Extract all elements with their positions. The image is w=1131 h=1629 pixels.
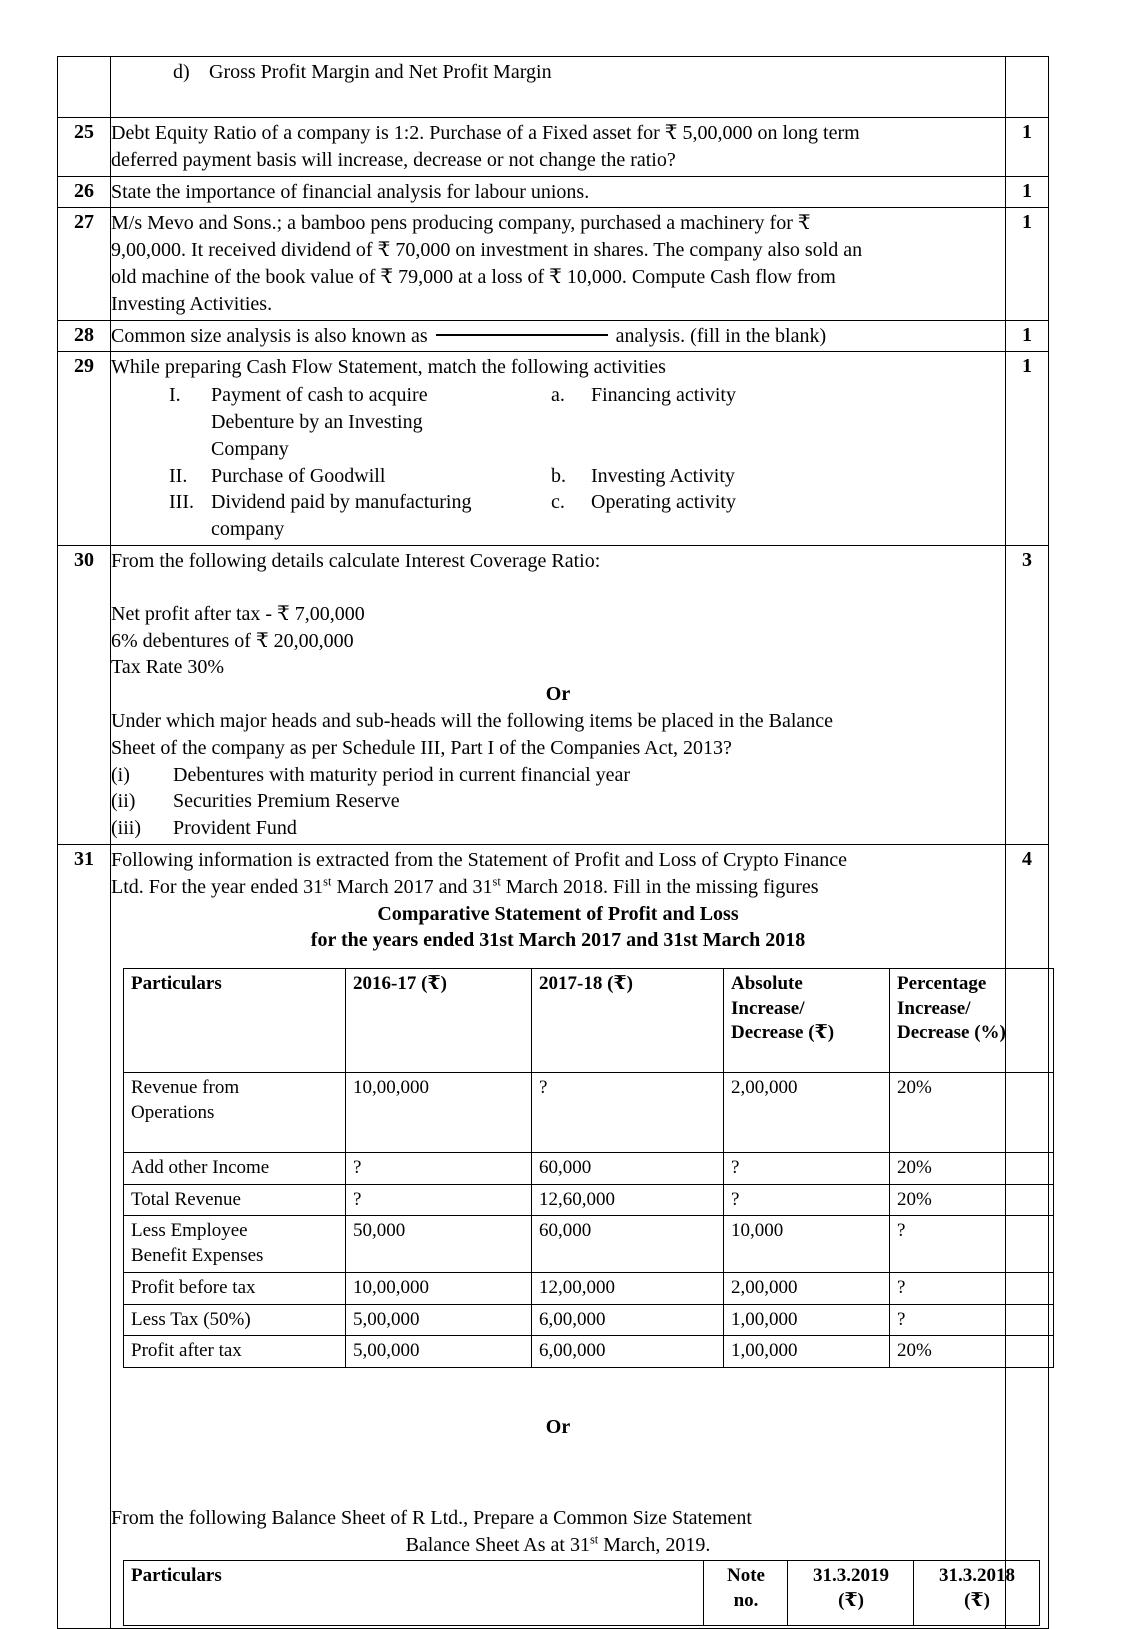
match-item-3 [111, 489, 1005, 543]
match-letter-b: b. [551, 464, 566, 487]
cell-particulars-line1: Revenue from [131, 1077, 240, 1099]
col-header-absolute [724, 969, 890, 1073]
cell-particulars [124, 1216, 346, 1272]
q30-alt-line-2: Sheet of the company as per Schedule III, Part I of the Companies Act, 2013? [111, 736, 732, 759]
table-header-row [124, 1561, 1040, 1626]
cell-percentage: 20% [890, 1153, 1054, 1185]
option-d-text: Gross Profit Margin and Net Profit Margin [209, 61, 552, 83]
question-body-26 [111, 176, 1006, 208]
bs-2018-line2: (₹) [964, 1590, 990, 1611]
q30-alt-marker-3: (iii) [111, 817, 141, 840]
q25-line-1: Debt Equity Ratio of a company is 1:2. Purchase of a Fixed asset for ₹ 5,00,000 on long term [111, 122, 860, 144]
cell-2017-18: 6,00,000 [532, 1304, 724, 1336]
q30-alt-line-1: Under which major heads and sub-heads will the following items be placed in the Balance [111, 709, 834, 732]
cell-2016-17: 10,00,000 [346, 1272, 532, 1304]
col-header-2017-18-line1: 2017-18 (₹) [539, 973, 633, 995]
col-header-2016-17-line1: 2016-17 (₹) [353, 973, 447, 995]
table-header-row [124, 969, 1054, 1073]
q30-intro: From the following details calculate Interest Coverage Ratio: [111, 549, 601, 572]
bs-note-line1: Note [727, 1565, 765, 1587]
q30-detail-2: 6% debentures of ₹ 20,00,000 [111, 629, 354, 652]
option-d-line [111, 59, 1005, 86]
cell-absolute: 10,000 [724, 1216, 890, 1272]
bs-col-header-particulars: Particulars [124, 1561, 704, 1626]
q29-intro: While preparing Cash Flow Statement, match the following activities [111, 356, 666, 379]
q31-sup-1: st [323, 874, 332, 889]
match-roman-1: I. [169, 384, 181, 407]
table-row-q28 [58, 320, 1049, 352]
option-d-marker: d) [173, 61, 190, 83]
cell-2017-18: 12,60,000 [532, 1184, 724, 1216]
match-left-1-line-3: Company [211, 437, 289, 460]
bs-col-header-2019 [788, 1561, 914, 1626]
cell-particulars-line1: Less Employee [131, 1220, 248, 1242]
table-row [124, 1153, 1054, 1185]
col-header-percentage-line2: Increase/ [897, 997, 971, 1019]
match-right-c: Operating activity [591, 491, 736, 514]
cell-particulars [124, 1073, 346, 1153]
match-left-1-line-2: Debenture by an Investing [211, 410, 423, 433]
question-number-26: 26 [58, 176, 111, 208]
marks-cell-27: 1 [1006, 208, 1049, 320]
cell-2016-17: 50,000 [346, 1216, 532, 1272]
cell-2016-17: 5,00,000 [346, 1336, 532, 1368]
comparative-statement-table [123, 968, 1054, 1368]
question-number-27: 27 [58, 208, 111, 320]
q27-line-3: old machine of the book value of ₹ 79,000 at a loss of ₹ 10,000. Compute Cash flow from [111, 265, 836, 288]
balance-sheet-title-b: March, 2019. [598, 1533, 711, 1556]
cell-absolute: ? [724, 1153, 890, 1185]
match-left-2-line-1: Purchase of Goodwill [211, 464, 386, 487]
q30-detail-1: Net profit after tax - ₹ 7,00,000 [111, 602, 365, 625]
col-header-absolute-line1: Absolute [731, 973, 803, 995]
spacer [111, 575, 1005, 601]
table-row [124, 1336, 1054, 1368]
cell-2016-17: 5,00,000 [346, 1304, 532, 1336]
cell-absolute: 1,00,000 [724, 1336, 890, 1368]
bs-note-line2: no. [733, 1590, 759, 1611]
q30-alt-item-1 [111, 762, 1005, 789]
matching-list [111, 382, 1005, 543]
question-body-27 [111, 208, 1006, 320]
spacer [111, 1441, 1005, 1505]
col-header-percentage-line1: Percentage [897, 973, 987, 995]
balance-sheet-title [111, 1532, 1005, 1559]
blank-answer-line[interactable] [436, 334, 608, 336]
q27-line-1: M/s Mevo and Sons.; a bamboo pens producing company, purchased a machinery for ₹ [111, 212, 811, 235]
table-row [124, 1216, 1054, 1272]
cell-2017-18: 60,000 [532, 1153, 724, 1185]
cell-2017-18: 60,000 [532, 1216, 724, 1272]
marks-cell-29: 1 [1006, 352, 1049, 546]
match-item-2 [111, 463, 1005, 490]
cell-2016-17: ? [346, 1184, 532, 1216]
q28-fill-blank-line [111, 323, 1005, 350]
col-header-absolute-line3: Decrease (₹) [731, 1022, 835, 1044]
q30-alt-text-2: Securities Premium Reserve [173, 790, 400, 813]
questions-table [57, 56, 1049, 1629]
cell-particulars-line2: Benefit Expenses [131, 1245, 264, 1267]
table-row-q25 [58, 118, 1049, 177]
question-paper-body [57, 56, 1045, 1629]
match-left-3 [211, 489, 551, 543]
bs-2018-line1: 31.3.2018 [939, 1565, 1015, 1587]
q31-sup-2: st [492, 874, 501, 889]
q26-line-1: State the importance of financial analysis for labour unions. [111, 180, 590, 203]
q30-detail-3: Tax Rate 30% [111, 656, 225, 679]
match-item-1 [111, 382, 1005, 462]
cell-absolute: 2,00,000 [724, 1272, 890, 1304]
question-body-partial [111, 57, 1006, 118]
col-header-particulars-line1: Particulars [131, 973, 222, 995]
q31-or-label: Or [545, 1415, 571, 1438]
q31-intro-line-2 [111, 874, 1005, 901]
q30-or-label: Or [545, 683, 571, 706]
cell-particulars: Profit before tax [124, 1272, 346, 1304]
match-roman-2: II. [169, 464, 188, 487]
cell-percentage: ? [890, 1304, 1054, 1336]
cell-2016-17: ? [346, 1153, 532, 1185]
comparative-statement-subtitle: for the years ended 31st March 2017 and 31st March 2018 [310, 929, 806, 952]
match-letter-c: c. [551, 491, 565, 514]
question-number-28: 28 [58, 320, 111, 352]
bs-2019-line2: (₹) [838, 1590, 864, 1611]
match-left-3-line-2: company [211, 518, 285, 541]
question-number-30: 30 [58, 545, 111, 844]
question-body-30 [111, 545, 1006, 844]
question-body-28 [111, 320, 1006, 352]
col-header-percentage-line3: Decrease (%) [897, 1022, 1006, 1044]
match-letter-a: a. [551, 384, 565, 407]
table-row [124, 1073, 1054, 1153]
cell-2016-17: 10,00,000 [346, 1073, 532, 1153]
table-row-q26 [58, 176, 1049, 208]
q30-alt-item-2 [111, 788, 1005, 815]
q30-alt-text-3: Provident Fund [173, 817, 297, 840]
table-row [124, 1272, 1054, 1304]
balance-sheet-title-a: Balance Sheet As at 31 [405, 1533, 590, 1556]
q28-text-after: analysis. (fill in the blank) [615, 324, 827, 347]
cell-percentage: ? [890, 1272, 1054, 1304]
col-header-2017-18 [532, 969, 724, 1073]
match-left-1 [211, 382, 551, 462]
match-right-a: Financing activity [591, 384, 736, 407]
question-number-31: 31 [58, 844, 111, 1628]
cell-percentage: 20% [890, 1336, 1054, 1368]
question-number-25: 25 [58, 118, 111, 177]
table-row-partial-top [58, 57, 1049, 118]
table-row-q30 [58, 545, 1049, 844]
marks-cell-25: 1 [1006, 118, 1049, 177]
cell-absolute: 1,00,000 [724, 1304, 890, 1336]
match-left-3-line-1: Dividend paid by manufacturing [211, 491, 472, 514]
match-roman-3: III. [169, 491, 194, 514]
balance-sheet-title-sup: st [589, 1531, 599, 1546]
table-row [124, 1304, 1054, 1336]
marks-cell-30: 3 [1006, 545, 1049, 844]
q31-intro-2a: Ltd. For the year ended 31 [111, 875, 324, 898]
cell-absolute: 2,00,000 [724, 1073, 890, 1153]
q27-line-2: 9,00,000. It received dividend of ₹ 70,000 on investment in shares. The company also sold an [111, 239, 863, 262]
col-header-particulars [124, 969, 346, 1073]
q31-intro-2b: March 2017 and 31 [331, 875, 493, 898]
marks-cell-26: 1 [1006, 176, 1049, 208]
cell-percentage: 20% [890, 1073, 1054, 1153]
question-body-29 [111, 352, 1006, 546]
question-number-29: 29 [58, 352, 111, 546]
q31-intro-2c: March 2018. Fill in the missing figures [500, 875, 819, 898]
bs-col-header-note [704, 1561, 788, 1626]
balance-sheet-table [123, 1560, 1040, 1626]
cell-particulars: Add other Income [124, 1153, 346, 1185]
spacer [111, 1368, 1005, 1414]
cell-absolute: ? [724, 1184, 890, 1216]
marks-cell-31: 4 [1006, 844, 1049, 1628]
q25-line-2: deferred payment basis will increase, decrease or not change the ratio? [111, 148, 676, 171]
question-body-25 [111, 118, 1006, 177]
bs-2019-line1: 31.3.2019 [813, 1565, 889, 1587]
q30-alt-marker-2: (ii) [111, 790, 136, 813]
q31-alt-intro: From the following Balance Sheet of R Ltd., Prepare a Common Size Statement [111, 1506, 752, 1529]
marks-cell-28: 1 [1006, 320, 1049, 352]
col-header-absolute-line2: Increase/ [731, 997, 805, 1019]
table-row-q31 [58, 844, 1049, 1628]
cell-percentage: 20% [890, 1184, 1054, 1216]
comparative-statement-title: Comparative Statement of Profit and Loss [377, 902, 739, 925]
cell-particulars: Less Tax (50%) [124, 1304, 346, 1336]
q30-alt-text-1: Debentures with maturity period in current financial year [173, 763, 631, 786]
table-row-q29 [58, 352, 1049, 546]
q31-intro-line-1: Following information is extracted from the Statement of Profit and Loss of Crypto Finance [111, 848, 847, 871]
question-body-31 [111, 844, 1015, 1628]
match-left-2 [211, 463, 551, 490]
table-row-q27 [58, 208, 1049, 320]
q27-line-4: Investing Activities. [111, 292, 273, 315]
cell-particulars: Total Revenue [124, 1184, 346, 1216]
q28-text-before: Common size analysis is also known as [111, 324, 428, 347]
cell-particulars-line2: Operations [131, 1101, 215, 1123]
table-row [124, 1184, 1054, 1216]
q30-alt-item-3 [111, 815, 1005, 842]
marks-cell-empty [1006, 57, 1049, 118]
match-right-b: Investing Activity [591, 464, 735, 487]
q30-alt-marker-1: (i) [111, 763, 130, 786]
col-header-2016-17 [346, 969, 532, 1073]
cell-2017-18: 6,00,000 [532, 1336, 724, 1368]
question-number-empty [58, 57, 111, 118]
cell-2017-18: ? [532, 1073, 724, 1153]
cell-2017-18: 12,00,000 [532, 1272, 724, 1304]
cell-particulars: Profit after tax [124, 1336, 346, 1368]
match-left-1-line-1: Payment of cash to acquire [211, 384, 428, 407]
cell-percentage: ? [890, 1216, 1054, 1272]
